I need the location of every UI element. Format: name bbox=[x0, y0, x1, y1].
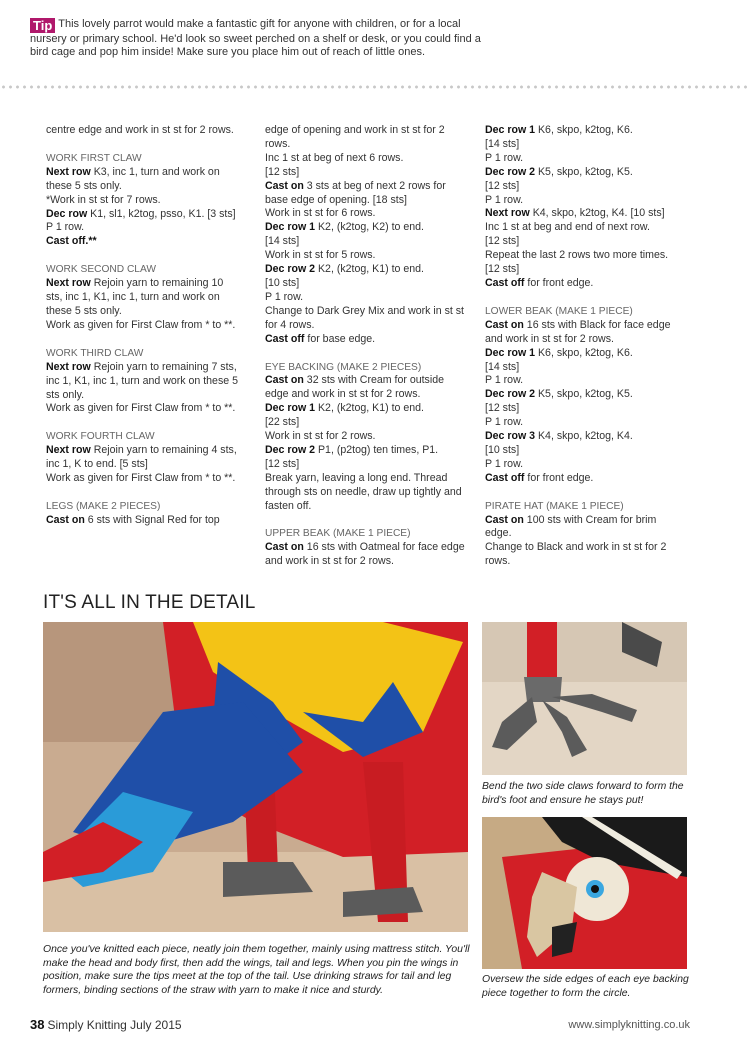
parrot-foot-photo bbox=[482, 622, 687, 775]
pattern-text: Change to Black and work in st st for 2 rows. bbox=[485, 541, 667, 568]
pattern-text: Inc 1 st at beg of next 6 rows. bbox=[265, 151, 404, 164]
pattern-text: Repeat the last 2 rows two more times. bbox=[485, 249, 669, 262]
step-label: Dec row 2 bbox=[485, 388, 536, 401]
pattern-text: Break yarn, leaving a long end. Thread through sts on needle, draw up tightly and fasten off. bbox=[265, 471, 462, 512]
pattern-step bbox=[265, 444, 465, 458]
step-label: Dec row 2 bbox=[265, 263, 316, 276]
section-heading: WORK FOURTH CLAW bbox=[46, 431, 155, 443]
pattern-step bbox=[265, 180, 465, 208]
pattern-text: Change to Dark Grey Mix and work in st st for 4 rows. bbox=[265, 304, 465, 331]
step-label: Next row bbox=[46, 360, 91, 373]
step-label: Cast off bbox=[265, 332, 305, 345]
pattern-step bbox=[485, 514, 685, 542]
pattern-step bbox=[46, 277, 241, 319]
step-text: for base edge. bbox=[304, 332, 376, 345]
step-label: Dec row 3 bbox=[485, 430, 536, 443]
pattern-step bbox=[485, 277, 685, 291]
head-photo-caption: Oversew the side edges of each eye backing piece together to form the circle. bbox=[482, 974, 689, 999]
step-text: K3, inc 1, turn and work on these 5 sts only. bbox=[46, 165, 220, 192]
pattern-step bbox=[265, 402, 465, 416]
step-label: Cast off bbox=[485, 471, 525, 484]
website-url: www.simplyknitting.co.uk bbox=[568, 1019, 690, 1031]
pattern-step bbox=[46, 166, 241, 194]
step-text: K5, skpo, k2tog, K5. bbox=[535, 165, 633, 178]
pattern-step bbox=[265, 221, 465, 235]
pattern-step bbox=[485, 207, 685, 221]
pattern-step bbox=[46, 514, 241, 528]
pattern-text: [14 sts] bbox=[485, 137, 520, 150]
parrot-foot-illustration bbox=[482, 622, 687, 775]
step-label: Cast on bbox=[265, 374, 304, 387]
pattern-step bbox=[265, 263, 465, 277]
step-text: Rejoin yarn to remaining 4 sts, inc 1, K to end. [5 sts] bbox=[46, 444, 237, 471]
step-text: P1, (p2tog) ten times, P1. bbox=[315, 443, 439, 456]
pattern-step bbox=[265, 333, 465, 347]
section-heading: LOWER BEAK (MAKE 1 PIECE) bbox=[485, 305, 633, 317]
pattern-text: Work in st st for 5 rows. bbox=[265, 249, 376, 262]
foot-photo-caption: Bend the two side claws forward to form the bird's foot and ensure he stays put! bbox=[482, 781, 684, 806]
step-text: K2, (k2tog, K2) to end. bbox=[315, 221, 424, 234]
step-text: 16 sts with Oatmeal for face edge and work in st st for 2 rows. bbox=[265, 541, 465, 568]
step-text: Rejoin yarn to remaining 10 sts, inc 1, K1, inc 1, turn and work on these 5 sts only. bbox=[46, 277, 224, 317]
step-label: Cast off bbox=[485, 276, 525, 289]
pattern-step bbox=[485, 430, 685, 444]
pattern-step bbox=[46, 208, 241, 222]
pattern-text: [12 sts] bbox=[485, 263, 520, 276]
step-text: 3 sts at beg of next 2 rows for base edge of opening. [18 sts] bbox=[265, 179, 446, 206]
step-text: K4, skpo, k2tog, K4. [10 sts] bbox=[529, 207, 665, 220]
step-label: Cast on bbox=[485, 513, 524, 526]
pattern-text: [12 sts] bbox=[265, 165, 300, 178]
page-footer-left bbox=[30, 1017, 182, 1032]
pattern-text: Work as given for First Claw from * to **. bbox=[46, 472, 236, 485]
step-text: K5, skpo, k2tog, K5. bbox=[535, 388, 633, 401]
step-label: Dec row 1 bbox=[485, 346, 536, 359]
tip-badge: Tip bbox=[30, 18, 55, 33]
pattern-text: P 1 row. bbox=[485, 457, 524, 470]
pattern-text: [22 sts] bbox=[265, 416, 300, 429]
parrot-head-illustration bbox=[482, 817, 687, 969]
pattern-text: [12 sts] bbox=[265, 457, 300, 470]
section-heading: UPPER BEAK (MAKE 1 PIECE) bbox=[265, 528, 411, 540]
pattern-step bbox=[46, 361, 241, 403]
pattern-text: [12 sts] bbox=[485, 402, 520, 415]
pattern-step bbox=[485, 472, 685, 486]
step-text: K6, skpo, k2tog, K6. bbox=[535, 346, 633, 359]
pattern-column-3 bbox=[485, 124, 685, 569]
step-label: Dec row 1 bbox=[265, 402, 316, 415]
tip-text: This lovely parrot would make a fantastic gift for anyone with children, or for a local nursery or primary school. He'd look so sweet perched on a shelf or desk, or you could find a bird cage and pop him inside! Make sure you place him out of reach of little ones. bbox=[30, 18, 481, 58]
step-text: Rejoin yarn to remaining 7 sts, inc 1, K1, inc 1, turn and work on these 5 sts only. bbox=[46, 360, 238, 401]
step-text: for front edge. bbox=[524, 276, 594, 289]
pattern-text: *Work in st st for 7 rows. bbox=[46, 193, 161, 206]
step-label: Cast off.** bbox=[46, 235, 97, 248]
section-heading: EYE BACKING (MAKE 2 PIECES) bbox=[265, 361, 422, 373]
pattern-text: P 1 row. bbox=[265, 290, 304, 303]
pattern-column-2 bbox=[265, 124, 465, 569]
pattern-text: Inc 1 st at beg and end of next row. bbox=[485, 221, 650, 234]
pattern-step bbox=[485, 124, 685, 138]
tip-box bbox=[30, 18, 500, 58]
pattern-step bbox=[265, 541, 465, 569]
main-photo-caption: Once you've knitted each piece, neatly join them together, mainly using mattress stitch. You'll make the head and body first, then add the wings, tail and legs. When you pin the wings in position, make sure the tips meet at the top of the tail. Use drinking straws for tail and leg formers, binding sections of the straw with yarn to make it nice and sturdy. bbox=[43, 944, 470, 996]
step-label: Cast on bbox=[265, 179, 304, 192]
step-text: for front edge. bbox=[524, 471, 594, 484]
pattern-text: [14 sts] bbox=[265, 235, 300, 248]
step-text: 16 sts with Black for face edge and work in st st for 2 rows. bbox=[485, 318, 671, 345]
dotted-divider bbox=[0, 85, 750, 89]
pattern-step bbox=[265, 374, 465, 402]
pattern-text: Work as given for First Claw from * to **. bbox=[46, 402, 236, 415]
step-label: Dec row 1 bbox=[265, 221, 316, 234]
pattern-step bbox=[485, 166, 685, 180]
pattern-text: P 1 row. bbox=[485, 374, 524, 387]
section-heading: LEGS (MAKE 2 PIECES) bbox=[46, 500, 161, 512]
pattern-text: Work in st st for 2 rows. bbox=[265, 430, 376, 443]
pattern-text: edge of opening and work in st st for 2 rows. bbox=[265, 124, 445, 150]
pattern-text: P 1 row. bbox=[485, 193, 524, 206]
parrot-body-illustration bbox=[43, 622, 468, 932]
step-label: Dec row 1 bbox=[485, 124, 536, 136]
pattern-step bbox=[485, 319, 685, 347]
pattern-text: [10 sts] bbox=[485, 443, 520, 456]
page-number: 38 bbox=[30, 1017, 45, 1032]
step-label: Cast on bbox=[46, 513, 85, 526]
step-label: Next row bbox=[46, 277, 91, 290]
pattern-column-1 bbox=[46, 124, 241, 528]
pattern-text: Work as given for First Claw from * to **. bbox=[46, 318, 236, 331]
section-heading: WORK FIRST CLAW bbox=[46, 152, 142, 164]
pattern-text: P 1 row. bbox=[46, 221, 85, 234]
pattern-text: centre edge and work in st st for 2 rows. bbox=[46, 124, 234, 136]
section-title: IT'S ALL IN THE DETAIL bbox=[43, 592, 256, 613]
step-label: Dec row bbox=[46, 207, 88, 220]
section-heading: PIRATE HAT (MAKE 1 PIECE) bbox=[485, 500, 624, 512]
step-text: K1, sl1, k2tog, psso, K1. [3 sts] bbox=[87, 207, 236, 220]
step-text: 100 sts with Cream for brim edge. bbox=[485, 513, 657, 540]
pattern-text: P 1 row. bbox=[485, 416, 524, 429]
step-text: 32 sts with Cream for outside edge and work in st st for 2 rows. bbox=[265, 374, 444, 401]
step-label: Next row bbox=[46, 444, 91, 457]
section-heading: WORK SECOND CLAW bbox=[46, 264, 156, 276]
step-text: K2, (k2tog, K1) to end. bbox=[315, 402, 424, 415]
step-label: Next row bbox=[46, 165, 91, 178]
parrot-head-photo bbox=[482, 817, 687, 969]
step-label: Next row bbox=[485, 207, 530, 220]
step-text: K6, skpo, k2tog, K6. bbox=[535, 124, 633, 136]
pattern-step bbox=[485, 388, 685, 402]
pattern-text: Work in st st for 6 rows. bbox=[265, 207, 376, 220]
pattern-text: [14 sts] bbox=[485, 360, 520, 373]
step-label: Dec row 2 bbox=[265, 443, 316, 456]
step-label: Dec row 2 bbox=[485, 165, 536, 178]
step-text: K2, (k2tog, K1) to end. bbox=[315, 263, 424, 276]
pattern-step bbox=[485, 347, 685, 361]
magazine-issue: Simply Knitting July 2015 bbox=[47, 1018, 182, 1032]
step-label: Cast on bbox=[485, 318, 524, 331]
section-heading: WORK THIRD CLAW bbox=[46, 347, 144, 359]
pattern-text: [10 sts] bbox=[265, 276, 300, 289]
pattern-step bbox=[46, 235, 241, 249]
step-label: Cast on bbox=[265, 541, 304, 554]
pattern-step bbox=[46, 444, 241, 472]
step-text: 6 sts with Signal Red for top bbox=[84, 513, 220, 526]
pattern-text: [12 sts] bbox=[485, 179, 520, 192]
step-text: K4, skpo, k2tog, K4. bbox=[535, 430, 633, 443]
parrot-body-photo bbox=[43, 622, 468, 932]
pattern-text: P 1 row. bbox=[485, 151, 524, 164]
pattern-text: [12 sts] bbox=[485, 235, 520, 248]
